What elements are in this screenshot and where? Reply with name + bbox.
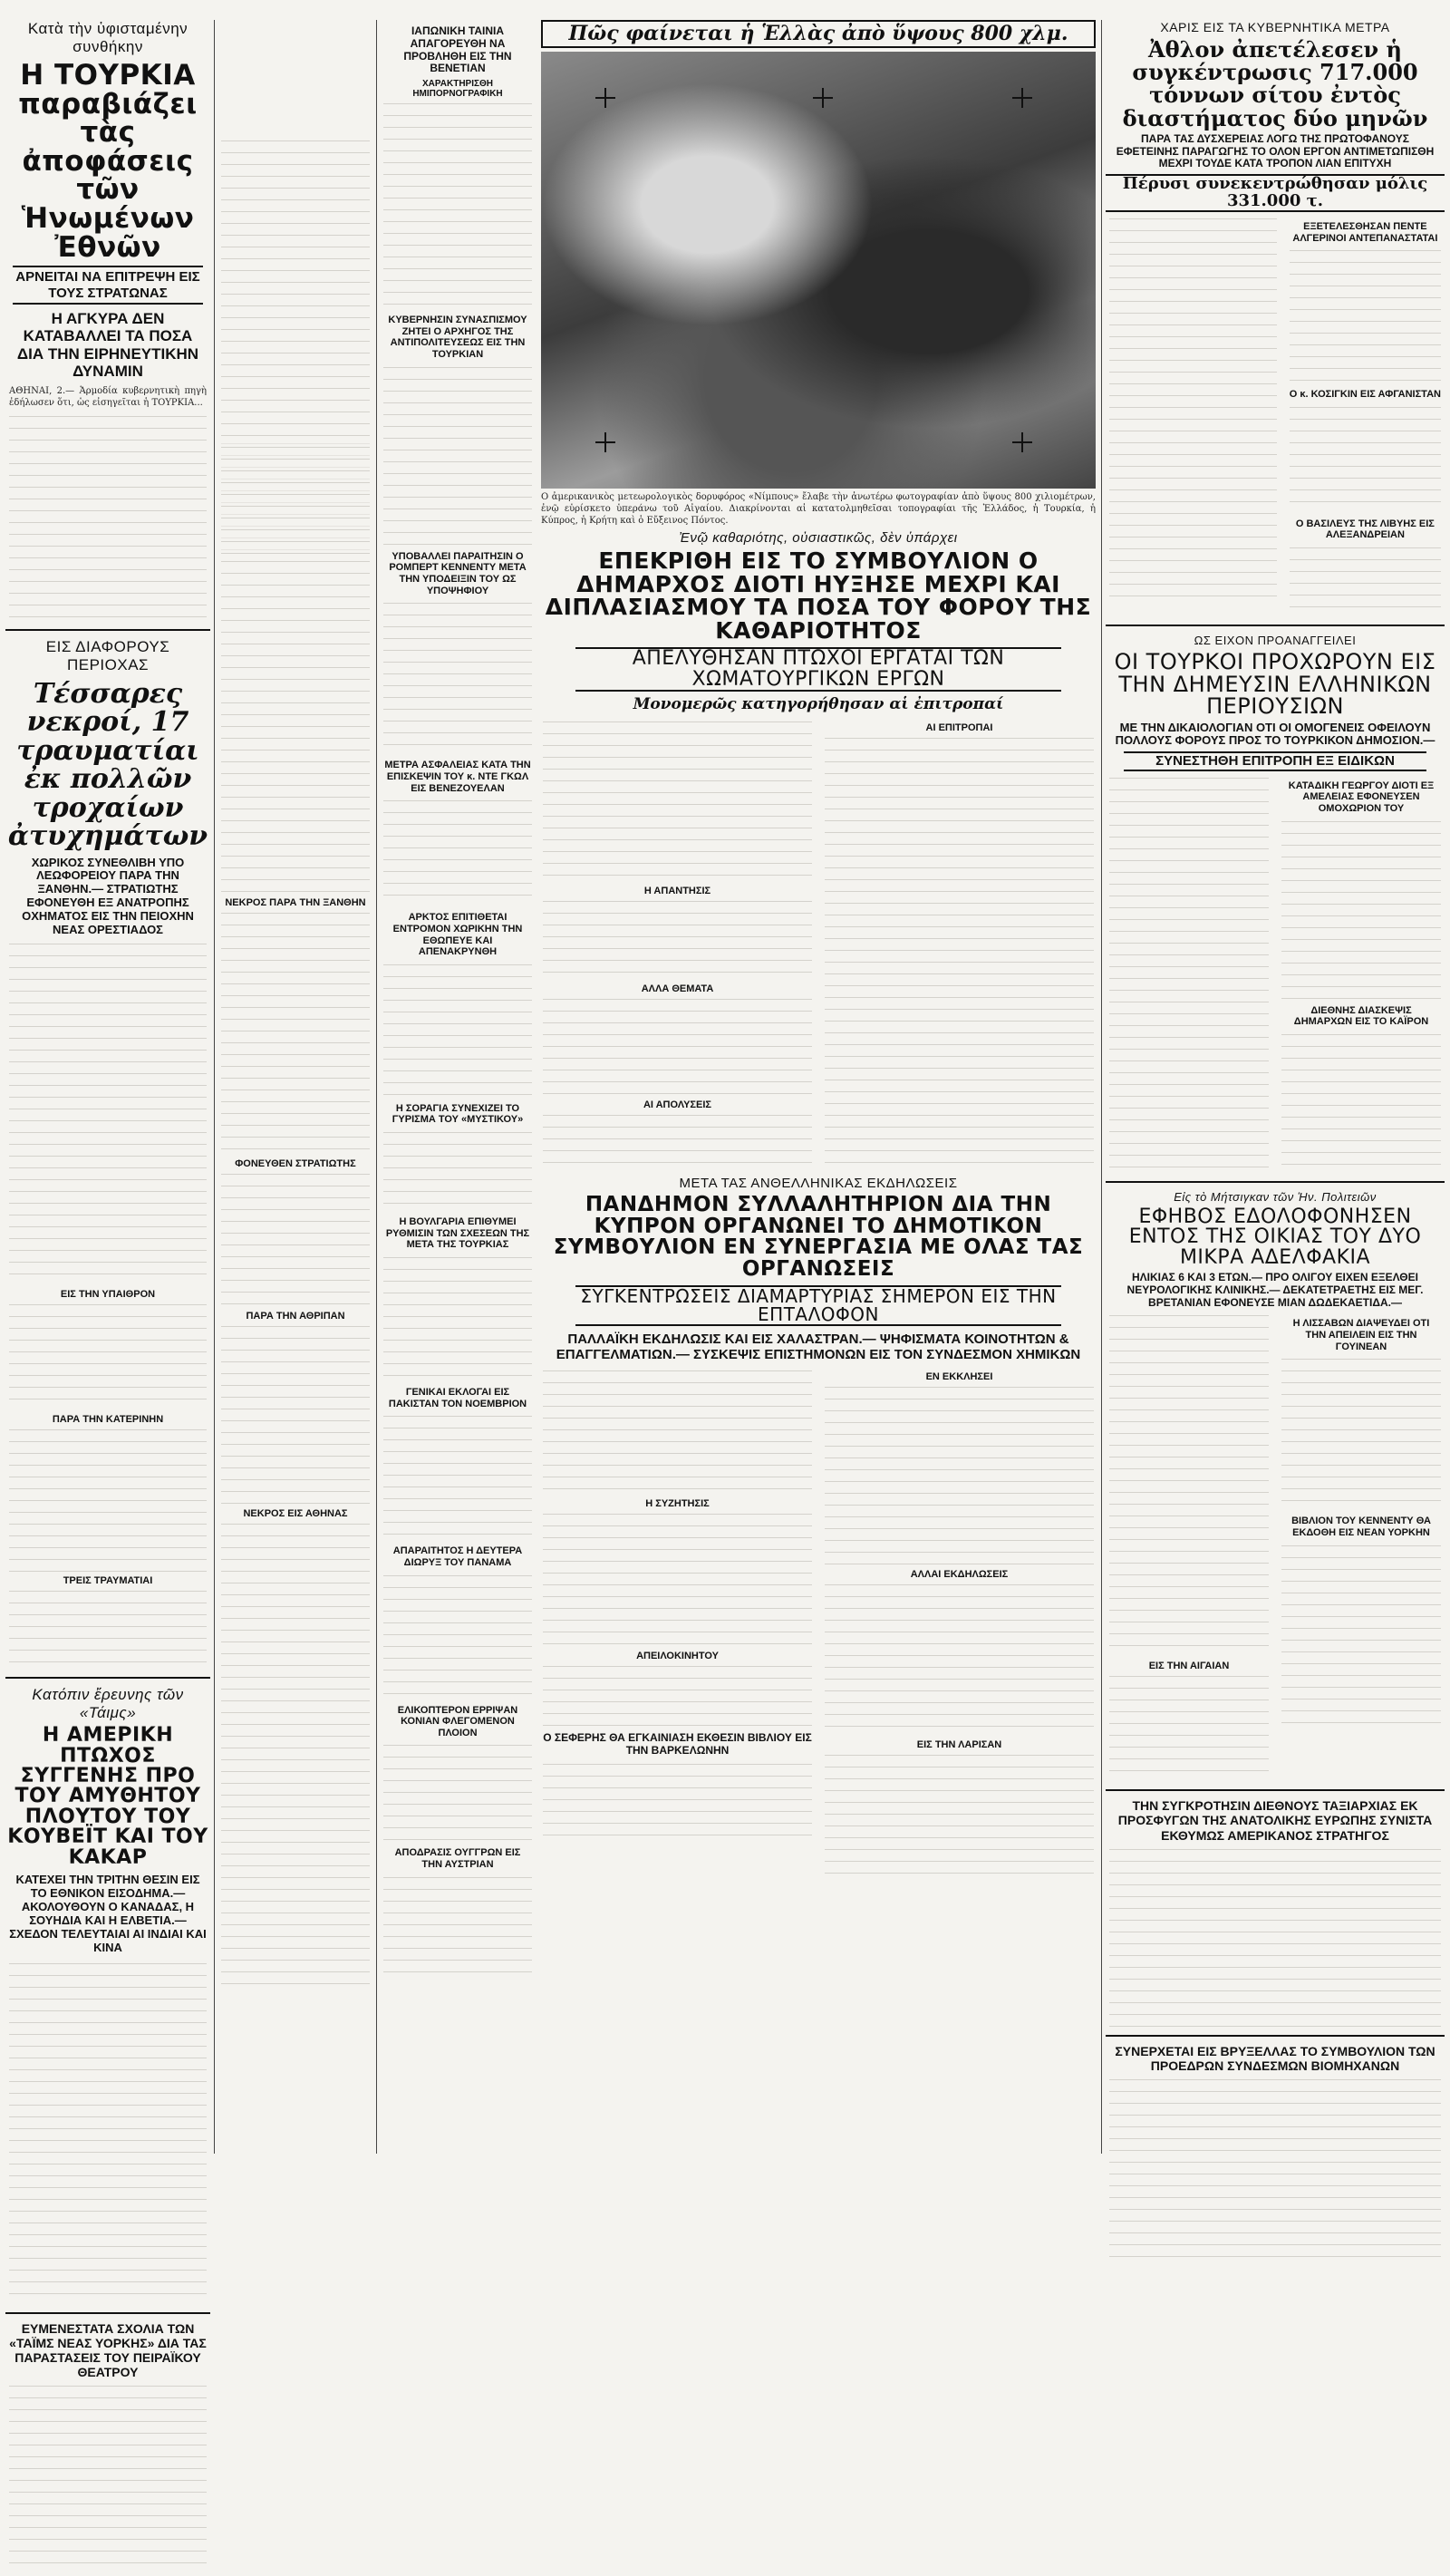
article-body <box>543 1761 812 1843</box>
crosshair-mark <box>595 88 615 108</box>
article-body <box>383 798 532 906</box>
article-body <box>221 138 370 555</box>
headline: ΕΠΕΚΡΙΘΗ ΕΙΣ ΤΟ ΣΥΜΒΟΥΛΙΟΝ Ο ΔΗΜΑΡΧΟΣ ΔΙΟΤΙ ΗΥΞΗΣΕ ΜΕΧΡΙ ΚΑΙ ΔΙΠΛΑΣΙΑΣΜΟΥ ΤΑ ΠΟΣΑ ΤΟΥ ΦΟΡΟΥ ΤΗΣ ΚΑΘΑΡΙΟΤΗΤΟΣ <box>545 547 1092 644</box>
article-body <box>543 1663 812 1727</box>
headline: ΓΕΝΙΚΑΙ ΕΚΛΟΓΑΙ ΕΙΣ ΠΑΚΙΣΤΑΝ ΤΟΝ ΝΟΕΜΒΡΙΟΝ <box>388 1387 527 1409</box>
article-body <box>383 600 532 754</box>
article-body <box>1109 775 1269 1174</box>
deck: ΚΑΤΕΧΕΙ ΤΗΝ ΤΡΙΤΗΝ ΘΕΣΙΝ ΕΙΣ ΤΟ ΕΘΝΙΚΟΝ ΕΙΣΟΔΗΜΑ.—ΑΚΟΛΟΥΘΟΥΝ Ο ΚΑΝΑΔΑΣ, Η ΣΟΥΗΔΙΑ ΚΑΙ Η ΕΛΒΕΤΙΑ.— ΣΧΕΔΟΝ ΤΕΛΕΥΤΑΙΑΙ ΑΙ ΙΝΔΙΑΙ ΚΑΙ ΚΙΝΑ <box>9 1873 207 1954</box>
article-body <box>383 101 532 309</box>
article-body <box>825 1384 1094 1565</box>
headline: ΑΠΟΔΡΑΣΙΣ ΟΥΓΓΡΩΝ ΕΙΣ ΤΗΝ ΑΥΣΤΡΙΑΝ <box>394 1847 521 1871</box>
subhead: Η ΣΥΖΗΤΗΣΙΣ <box>645 1498 710 1510</box>
article-body <box>543 1368 812 1495</box>
deck: ΗΛΙΚΙΑΣ 6 ΚΑΙ 3 ΕΤΩΝ.— ΠΡΟ ΟΛΙΓΟΥ ΕΙΧΕΝ ΕΞΕΛΘΕΙ ΝΕΥΡΟΛΟΓΙΚΗΣ ΚΛΙΝΙΚΗΣ.— ΔΕΚΑΤΕΤΡΑΕΤΗΣ ΕΙΣ ΜΕΓ. ΒΡΕΤΑΝΙΑΝ ΕΦΟΝΕΥΣΕ ΜΙΑΝ ΔΩΔΕΚΑΕΤΙΔΑ.— <box>1126 1270 1424 1309</box>
article-body <box>1109 2077 1441 2258</box>
subhead: ΤΡΕΙΣ ΤΡΑΥΜΑΤΙΑΙ <box>63 1575 153 1587</box>
headline: ΑΠΑΡΑΙΤΗΤΟΣ Η ΔΕΥΤΕΡΑ ΔΙΩΡΥΞ ΤΟΥ ΠΑΝΑΜΑ <box>392 1545 523 1568</box>
article-body <box>543 996 812 1096</box>
subhead: ΑΛΛΑΙ ΕΚΔΗΛΩΣΕΙΣ <box>910 1569 1009 1581</box>
article-body <box>221 1171 370 1307</box>
subhead: ΕΙΣ ΤΗΝ ΥΠΑΙΘΡΟΝ <box>60 1289 156 1301</box>
headline: ΤΗΝ ΣΥΓΚΡΟΤΗΣΙΝ ΔΙΕΘΝΟΥΣ ΤΑΞΙΑΡΧΙΑΣ ΕΚ ΠΡΟΣΦΥΓΩΝ ΤΗΣ ΑΝΑΤΟΛΙΚΗΣ ΕΥΡΩΠΗΣ ΣΥΝΙΣΤΑ ΕΚΘΥΜΩΣ ΑΜΕΡΙΚΑΝΟΣ ΣΤΡΑΤΗΓΟΣ <box>1117 1798 1433 1843</box>
headline: ΣΥΓΚΕΝΤΡΩΣΕΙΣ ΔΙΑΜΑΡΤΥΡΙΑΣ ΣΗΜΕΡΟΝ ΕΙΣ ΤΗΝ ΕΠΤΑΛΟΦΟΝ <box>575 1285 1061 1326</box>
subhead: ΑΛΛΑ ΘΕΜΑΤΑ <box>641 983 714 995</box>
article-body <box>1290 545 1441 617</box>
article-body <box>221 910 370 1155</box>
subhead: Μονομερῶς κατηγορήθησαν αἱ ἐπιτροπαί <box>633 695 1004 714</box>
subhead: ΕΙΣ ΤΗΝ ΛΑΡΙΣΑΝ <box>916 1739 1002 1751</box>
article-body <box>383 1129 532 1211</box>
column-rule <box>376 20 377 2154</box>
article-body <box>9 1588 207 1670</box>
headline: Ο κ. ΚΟΣΙΓΚΙΝ ΕΙΣ ΑΦΓΑΝΙΣΤΑΝ <box>1289 389 1441 401</box>
article-body <box>1290 247 1441 383</box>
satellite-photo <box>541 52 1096 489</box>
article-body <box>9 941 207 1285</box>
article-body <box>383 364 532 546</box>
article-body <box>221 1521 370 1992</box>
article-body <box>9 1302 207 1410</box>
deck: ΜΕ ΤΗΝ ΔΙΚΑΙΟΛΟΓΙΑΝ ΟΤΙ ΟΙ ΟΜΟΓΕΝΕΙΣ ΟΦΕΙΛΟΥΝ ΠΟΛΛΟΥΣ ΦΟΡΟΥΣ ΠΡΟΣ ΤΟ ΤΟΥΡΚΙΚΟΝ ΔΗΜΟΣΙΟΝ.— <box>1115 720 1436 748</box>
column-right <box>1106 20 1445 2155</box>
subhead: ΕΝ ΕΚΚΛΗΣΕΙ <box>925 1371 993 1383</box>
article-body <box>383 1254 532 1381</box>
column-third <box>380 20 536 2155</box>
headline: Τέσσαρες νεκροί, 17 τραυματίαι ἐκ πολλῶν τροχαίων ἀτυχημάτων <box>7 677 208 853</box>
article-body <box>221 1323 370 1505</box>
headline: Η ΑΜΕΡΙΚΗ ΠΤΩΧΟΣ ΣΥΓΓΕΝΗΣ ΠΡΟ ΤΟΥ ΑΜΥΘΗΤΟΥ ΠΛΟΥΤΟΥ ΤΟΥ ΚΟΥΒΕΪΤ ΚΑΙ ΤΟΥ ΚΑΚΑΡ <box>7 1724 208 1869</box>
article-body <box>9 1961 207 2305</box>
headline: ΕΛΙΚΟΠΤΕΡΟΝ ΕΡΡΙΨΑΝ ΚΟΝΙΑΝ ΦΛΕΓΟΜΕΝΟΝ ΠΛΟΙΟΝ <box>397 1704 518 1738</box>
headline: ΔΙΕΘΝΗΣ ΔΙΑΣΚΕΨΙΣ ΔΗΜΑΡΧΩΝ ΕΙΣ ΤΟ ΚΑΪΡΟΝ <box>1293 1004 1429 1028</box>
headline: ΒΙΒΛΙΟΝ ΤΟΥ ΚΕΝΝΕΝΤΥ ΘΑ ΕΚΔΟΘΗ ΕΙΣ ΝΕΑΝ ΥΟΡΚΗΝ <box>1291 1516 1431 1538</box>
kicker: ΧΑΡΙΣ ΕΙΣ ΤΑ ΚΥΒΕΡΝΗΤΙΚΑ ΜΕΤΡΑ <box>1160 20 1390 34</box>
deck: ΠΑΡΑ ΤΑΣ ΔΥΣΧΕΡΕΙΑΣ ΛΟΓΩ ΤΗΣ ΠΡΩΤΟΦΑΝΟΥΣ ΕΦΕΤΕΙΝΗΣ ΠΑΡΑΓΩΓΗΣ ΤΟ ΟΛΟΝ ΕΡΓΟΝ ΑΝΤΙΜΕΤΩΠΙΣΘΗ ΜΕΧΡΙ ΤΟΥΔΕ ΚΑΤΑ ΤΡΟΠΟΝ ΛΙΑΝ ΕΠΙΤΥΧΗ <box>1116 131 1435 170</box>
kicker: ΩΣ ΕΙΧΟΝ ΠΡΟΑΝΑΓΓΕΙΛΕΙ <box>1194 634 1357 648</box>
deck: ΑΡΝΕΙΤΑΙ ΝΑ ΕΠΙΤΡΕΨΗ ΕΙΣ ΤΟΥΣ ΣΤΡΑΤΩΝΑΣ <box>13 266 203 305</box>
headline: ΣΥΝΕΡΧΕΤΑΙ ΕΙΣ ΒΡΥΞΕΛΛΑΣ ΤΟ ΣΥΜΒΟΥΛΙΟΝ ΤΩΝ ΠΡΟΕΔΡΩΝ ΣΥΝΔΕΣΜΩΝ ΒΙΟΜΗΧΑΝΩΝ <box>1115 2043 1436 2073</box>
headline: ΚΑΤΑΔΙΚΗ ΓΕΩΡΓΟΥ ΔΙΟΤΙ ΕΞ ΑΜΕΛΕΙΑΣ ΕΦΟΝΕΥΣΕΝ ΟΜΟΧΩΡΙΟΝ ΤΟΥ <box>1288 780 1435 814</box>
photo-caption: Ο ἀμερικανικὸς μετεωρολογικὸς δορυφόρος «Νίμπους» ἔλαβε τὴν ἀνωτέρω φωτογραφίαν ἀπὸ ὕψους 800 χιλιομέτρων, ἐνῷ εὑρίσκετο ὑπεράνω τοῦ Αἰγαίου. Διακρίνονται αἱ κατατολμηθεῖσαι τοπογραφίαι τῆς Ἑλλάδος, ἡ Τουρκία, ἡ Κύπρος, ἡ Κρήτη καὶ ὁ Εὔξεινος Πόντος. <box>541 492 1096 526</box>
subhead: ΠΑΡΑ ΤΗΝ ΑΘΡΙΠΑΝ <box>246 1311 345 1322</box>
article-body <box>9 1427 207 1572</box>
column-rule <box>214 20 215 2154</box>
subhead: ΑΙ ΕΠΙΤΡΟΠΑΙ <box>925 722 993 734</box>
crosshair-mark <box>813 88 833 108</box>
headline: ΑΡΚΤΟΣ ΕΠΙΤΙΘΕΤΑΙ ΕΝΤΡΟΜΟΝ ΧΩΡΙΚΗΝ ΤΗΝ ΕΘΩΠΕΥΕ ΚΑΙ ΑΠΕΝΑΚΡΥΝΘΗ <box>392 912 523 958</box>
article-body <box>383 962 532 1098</box>
headline: Η ΣΟΡΑΓΙΑ ΣΥΝΕΧΙΖΕΙ ΤΟ ΓΥΡΙΣΜΑ ΤΟΥ «ΜΥΣΤΙΚΟΥ» <box>392 1102 524 1126</box>
article-body <box>9 413 207 622</box>
article-body <box>383 1573 532 1700</box>
subhead: ΕΙΣ ΤΗΝ ΑΙΓΑΙΑΝ <box>1148 1661 1230 1672</box>
subhead: ΑΙ ΑΠΟΛΥΣΕΙΣ <box>643 1099 712 1111</box>
headline: Ἀθλον ἀπετέλεσεν ἡ συγκέντρωσις 717.000 τόννων σίτου ἐντὸς διαστήματος δύο μηνῶν <box>1122 36 1428 131</box>
kicker: Κατὰ τὴν ὑφισταμένην συνθήκην <box>27 20 188 55</box>
article-body <box>1281 1543 1441 1724</box>
article-body <box>543 1511 812 1647</box>
crosshair-mark <box>1012 432 1032 452</box>
subhead: Η ΑΠΑΝΤΗΣΙΣ <box>643 886 711 897</box>
kicker: ΕΙΣ ΔΙΑΦΟΡΟΥΣ ΠΕΡΙΟΧΑΣ <box>45 637 170 673</box>
crosshair-mark <box>595 432 615 452</box>
subhead: ΝΕΚΡΟΣ ΕΙΣ ΑΘΗΝΑΣ <box>243 1508 348 1519</box>
article-body <box>1109 1312 1269 1657</box>
column-second <box>218 441 373 2576</box>
headline: ΚΥΒΕΡΝΗΣΙΝ ΣΥΝΑΣΠΙΣΜΟΥ ΖΗΤΕΙ Ο ΑΡΧΗΓΟΣ ΤΗΣ ΑΝΤΙΠΟΛΙΤΕΥΣΕΩΣ ΕΙΣ ΤΗΝ ΤΟΥΡΚΙΑΝ <box>388 315 527 361</box>
headline: Ο ΒΑΣΙΛΕΥΣ ΤΗΣ ΛΙΒΥΗΣ ΕΙΣ ΑΛΕΞΑΝΔΡΕΙΑΝ <box>1295 518 1435 541</box>
article-body <box>1109 1846 1441 2028</box>
column-second-top <box>218 20 373 439</box>
headline: Η ΒΟΥΛΓΑΡΙΑ ΕΠΙΘΥΜΕΙ ΡΥΘΜΙΣΙΝ ΤΩΝ ΣΧΕΣΕΩΝ ΤΗΣ ΜΕΤΑ ΤΗΣ ΤΟΥΡΚΙΑΣ <box>385 1216 530 1251</box>
article-body <box>543 1112 812 1167</box>
deck: ΠΑΛΛΑΪΚΗ ΕΚΔΗΛΩΣΙΣ ΚΑΙ ΕΙΣ ΧΑΛΑΣΤΡΑΝ.— ΨΗΦΙΣΜΑΤΑ ΚΟΙΝΟΤΗΤΩΝ & ΕΠΑΓΓΕΛΜΑΤΙΩΝ.— ΣΥΣΚΕΨΙΣ ΕΠΙΣΤΗΜΟΝΩΝ ΕΙΣ ΤΟΝ ΣΥΝΔΕΣΜΟΝ ΧΗΜΙΚΩΝ <box>556 1331 1081 1363</box>
article-body <box>383 1413 532 1540</box>
column-left <box>5 20 210 2380</box>
headline: ΑΠΕΛΥΘΗΣΑΝ ΠΤΩΧΟΙ ΕΡΓΑΤΑΙ ΤΩΝ ΧΩΜΑΤΟΥΡΓΙΚΩΝ ΕΡΓΩΝ <box>575 647 1061 692</box>
subhead: ΑΠΕΙΛΟΚΙΝΗΤΟΥ <box>636 1651 719 1662</box>
article-body <box>1290 404 1441 513</box>
article-body <box>825 1582 1094 1736</box>
headline: Πέρυσι συνεκεντρώθησαν μόλις 331.000 τ. <box>1106 174 1445 212</box>
photo-title: Πῶς φαίνεται ἡ Ἑλλὰς ἀπὸ ὕψους 800 χλμ. <box>541 20 1096 48</box>
headline: Η ΛΙΣΣΑΒΩΝ ΔΙΑΨΕΥΔΕΙ ΟΤΙ ΤΗΝ ΑΠΕΙΛΕΙΝ ΕΙΣ ΤΗΝ ΓΟΥΙΝΕΑΝ <box>1292 1318 1430 1352</box>
article-text: ΑΘΗΝΑΙ, 2.— Ἁρμοδία κυβερνητικὴ πηγὴ ἐδήλωσεν ὅτι, ὡς εἰσηγεῖται ἡ ΤΟΥΡΚΙΑ... <box>9 385 207 408</box>
article-body <box>1281 1031 1441 1167</box>
article-body <box>543 719 812 882</box>
article-body <box>1281 818 1441 1000</box>
article-body <box>1109 1673 1269 1782</box>
article-body <box>825 735 1094 1170</box>
kicker: ΜΕΤΑ ΤΑΣ ΑΝΘΕΛΛΗΝΙΚΑΣ ΕΚΔΗΛΩΣΕΙΣ <box>679 1176 958 1192</box>
satellite-image <box>541 52 1096 489</box>
article-body <box>9 2383 207 2564</box>
subhead: ΦΟΝΕΥΘΕΝ ΣΤΡΑΤΙΩΤΗΣ <box>235 1158 356 1169</box>
kicker: Εἰς τὸ Μήτσιγκαν τῶν Ἡν. Πολιτειῶν <box>1174 1189 1377 1204</box>
article-body <box>1109 216 1277 605</box>
headline: ΙΑΠΩΝΙΚΗ ΤΑΙΝΙΑ ΑΠΑΓΟΡΕΥΘΗ ΝΑ ΠΡΟΒΛΗΘΗ ΕΙΣ ΤΗΝ ΒΕΝΕΤΙΑΝ <box>403 24 512 75</box>
headline: ΥΠΟΒΑΛΛΕΙ ΠΑΡΑΙΤΗΣΙΝ Ο ΡΟΜΠΕΡΤ ΚΕΝΝΕΝΤΥ ΜΕΤΑ ΤΗΝ ΥΠΟΔΕΙΞΙΝ ΤΟΥ ΩΣ ΥΠΟΨΗΦΙΟΥ <box>389 550 527 596</box>
headline: Η ΤΟΥΡΚΙΑ παραβιάζει τὰς ἀποφάσεις τῶν Ἡνωμένων Ἐθνῶν <box>18 59 198 264</box>
headline: ΕΦΗΒΟΣ ΕΔΟΛΟΦΟΝΗΣΕΝ ΕΝΤΟΣ ΤΗΣ ΟΙΚΙΑΣ ΤΟΥ ΔΥΟ ΜΙΚΡΑ ΑΔΕΛΦΑΚΙΑ <box>1128 1205 1422 1269</box>
kicker: Ἐνῷ καθαριότης, οὐσιαστικῶς, δὲν ὑπάρχει <box>679 530 958 547</box>
subhead: ΝΕΚΡΟΣ ΠΑΡΑ ΤΗΝ ΞΑΝΘΗΝ <box>225 897 366 908</box>
article-body <box>383 1874 532 1983</box>
kicker: Κατόπιν ἔρευνης τῶν «Τάιμς» <box>32 1686 184 1722</box>
article-body <box>543 898 812 980</box>
article-body <box>1281 1356 1441 1510</box>
column-center <box>539 20 1097 2155</box>
headline: Ο ΣΕΦΕΡΗΣ ΘΑ ΕΓΚΑΙΝΙΑΣΗ ΕΚΘΕΣΙΝ ΒΙΒΛΙΟΥ ΕΙΣ ΤΗΝ ΒΑΡΚΕΛΩΝΗΝ <box>543 1731 812 1758</box>
subhead: ΠΑΡΑ ΤΗΝ ΚΑΤΕΡΙΝΗΝ <box>52 1414 164 1426</box>
deck: ΣΥΝΕΣΤΗΘΗ ΕΠΙΤΡΟΠΗ ΕΞ ΕΙΔΙΚΩΝ <box>1124 751 1426 770</box>
subhead: ΧΑΡΑΚΤΗΡΙΣΘΗ ΗΜΙΠΟΡΝΟΓΡΑΦΙΚΗ <box>412 79 503 100</box>
article-body <box>825 1752 1094 1879</box>
crosshair-mark <box>1012 88 1032 108</box>
headline: ΕΞΕΤΕΛΕΣΘΗΣΑΝ ΠΕΝΤΕ ΑΛΓΕΡΙΝΟΙ ΑΝΤΕΠΑΝΑΣΤΑΤΑΙ <box>1292 220 1438 244</box>
column-rule <box>1101 20 1102 2154</box>
article-body <box>383 1742 532 1842</box>
headline: ΜΕΤΡΑ ΑΣΦΑΛΕΙΑΣ ΚΑΤΑ ΤΗΝ ΕΠΙΣΚΕΨΙΝ ΤΟΥ κ. ΝΤΕ ΓΚΩΛ ΕΙΣ ΒΕΝΕΖΟΥΕΛΑΝ <box>384 760 531 794</box>
deck: Η ΑΓΚΥΡΑ ΔΕΝ ΚΑΤΑΒΑΛΛΕΙ ΤΑ ΠΟΣΑ ΔΙΑ ΤΗΝ ΕΙΡΗΝΕΥΤΙΚΗΝ ΔΥΝΑΜΙΝ <box>16 309 199 381</box>
headline: ΟΙ ΤΟΥΡΚΟΙ ΠΡΟΧΩΡΟΥΝ ΕΙΣ ΤΗΝ ΔΗΜΕΥΣΙΝ ΕΛΛΗΝΙΚΩΝ ΠΕΡΙΟΥΣΙΩΝ <box>1114 649 1436 720</box>
headline: ΕΥΜΕΝΕΣΤΑΤΑ ΣΧΟΛΙΑ ΤΩΝ «ΤΑΪΜΣ ΝΕΑΣ ΥΟΡΚΗΣ» ΔΙΑ ΤΑΣ ΠΑΡΑΣΤΑΣΕΙΣ ΤΟΥ ΠΕΙΡΑΪΚΟΥ ΘΕΑΤΡΟΥ <box>9 2320 207 2380</box>
deck: ΧΩΡΙΚΟΣ ΣΥΝΕΘΛΙΒΗ ΥΠΟ ΛΕΩΦΟΡΕΙΟΥ ΠΑΡΑ ΤΗΝ ΞΑΝΘΗΝ.— ΣΤΡΑΤΙΩΤΗΣ ΕΦΟΝΕΥΘΗ ΕΞ ΑΝΑΤΡΟΠΗΣ ΟΧΗΜΑΤΟΣ ΕΙΣ ΤΗΝ ΠΕΙΟΧΗΝ ΝΕΑΣ ΟΡΕΣΤΙΑΔΟΣ <box>22 855 194 937</box>
headline: ΠΑΝΔΗΜΟΝ ΣΥΛΛΑΛΗΤΗΡΙΟΝ ΔΙΑ ΤΗΝ ΚΥΠΡΟΝ ΟΡΓΑΝΩΝΕΙ ΤΟ ΔΗΜΟΤΙΚΟΝ ΣΥΜΒΟΥΛΙΟΝ ΕΝ ΣΥΝΕΡΓΑΣΙΑ ΜΕ ΟΛΑΣ ΤΑΣ ΟΡΓΑΝΩΣΕΙΣ <box>553 1193 1084 1281</box>
